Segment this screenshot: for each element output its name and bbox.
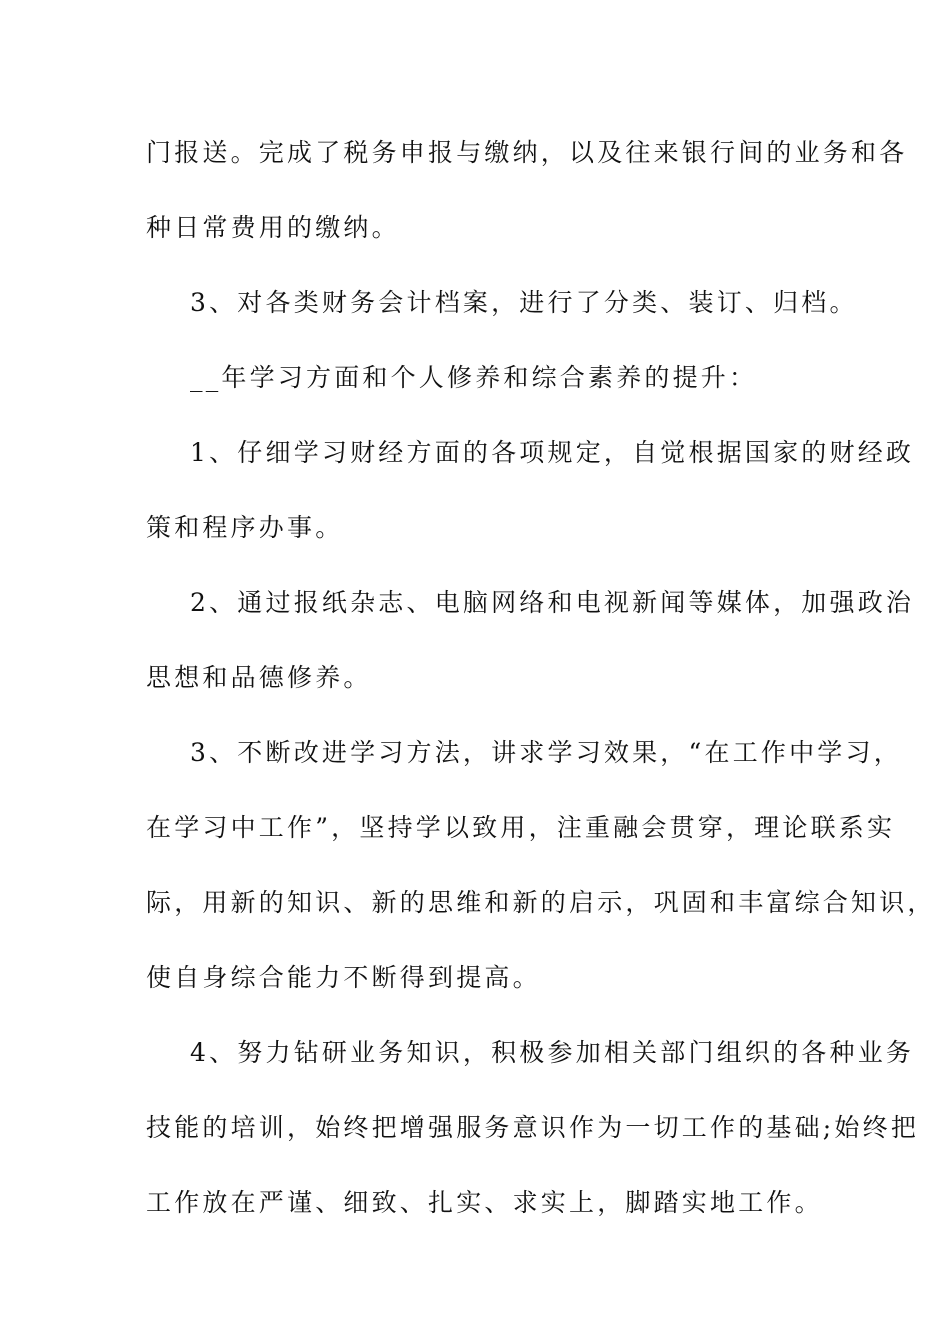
paragraph-line: 种日常费用的缴纳。 bbox=[146, 213, 400, 242]
paragraph-line: 际，用新的知识、新的思维和新的启示，巩固和丰富综合知识， bbox=[146, 888, 936, 917]
paragraph-line: 3、不断改进学习方法，讲求学习效果，“在工作中学习， bbox=[190, 738, 902, 767]
paragraph-line: 4、努力钻研业务知识，积极参加相关部门组织的各种业务 bbox=[190, 1038, 915, 1067]
paragraph-line: 3、对各类财务会计档案，进行了分类、装订、归档。 bbox=[190, 288, 858, 317]
paragraph-line: 策和程序办事。 bbox=[146, 513, 344, 542]
paragraph-line: 在学习中工作”，坚持学以致用，注重融会贯穿，理论联系实 bbox=[146, 813, 896, 842]
paragraph-line: 门报送。完成了税务申报与缴纳，以及往来银行间的业务和各 bbox=[146, 138, 908, 167]
paragraph-line: 思想和品德修养。 bbox=[146, 663, 372, 692]
paragraph-line: 2、通过报纸杂志、电脑网络和电视新闻等媒体，加强政治 bbox=[190, 588, 915, 617]
paragraph-line: 1、仔细学习财经方面的各项规定，自觉根据国家的财经政 bbox=[190, 438, 915, 467]
paragraph-line: __年学习方面和个人修养和综合素养的提升： bbox=[190, 363, 758, 392]
paragraph-line: 使自身综合能力不断得到提高。 bbox=[146, 963, 541, 992]
paragraph-line: 技能的培训，始终把增强服务意识作为一切工作的基础;始终把 bbox=[146, 1113, 920, 1142]
paragraph-line: 工作放在严谨、细致、扎实、求实上，脚踏实地工作。 bbox=[146, 1188, 823, 1217]
